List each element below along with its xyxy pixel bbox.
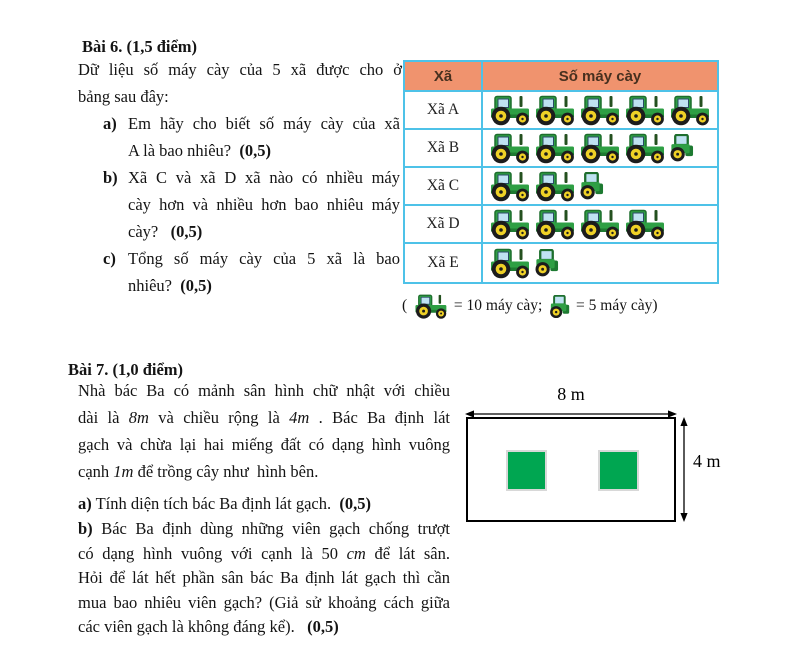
text-line: Tổng số máy cày của 5 xã là bao [128,249,400,268]
tractor-5-icon [546,297,572,314]
text-line: Hỏi để lát hết phần sân bác Ba định lát gạch thì cần [78,568,450,587]
legend-open-paren: ( [402,297,412,315]
table-row [405,168,717,206]
height-label: 4 m [693,451,721,471]
text-line: các viên gạch là không đáng kể). (0,5) [78,617,339,636]
tractor-10-icon [623,95,666,126]
text-line: gạch và chừa lại hai miếng đất có dạng hình vuông [78,435,450,454]
tractor-icons-cell [483,244,717,282]
text-line: cày hơn và nhiều hơn bao nhiêu máy [128,195,400,214]
text-line: Bài 7. (1,0 điểm) [68,360,184,379]
table-header-so-may-cay: Số máy cày [558,67,642,85]
tractor-10-icon [411,297,450,314]
text-line: cày? (0,5) [128,222,203,241]
tractor-10-icon [533,133,576,164]
tractor-10-icon [488,209,531,240]
legend-eq-10: = 10 máy cày; [450,297,547,315]
tractor-10-icon [533,95,576,126]
exercise-6-items [103,110,400,299]
exercise-6-item-a [103,110,400,164]
exercise-6-item-c [103,245,400,299]
exercise-7-item-a [78,491,450,516]
text-line: Xã C và xã D xã nào có nhiều máy [128,168,400,187]
yard-rectangle [466,417,676,522]
text-line: Bài 6. (1,5 điểm) [82,37,198,56]
text-line: a) Tính diện tích bác Ba định lát gạch. (0,5) [78,494,371,513]
text-line: bảng sau đây: [78,87,169,106]
garden-square-1 [506,450,547,491]
text-line: Dữ liệu số máy cày của 5 xã được cho ở [78,60,402,79]
tractor-icons-cell [483,130,717,166]
text-line: b) Bác Ba định dùng những viên gạch chống trượt [78,519,450,538]
tractor-icons-cell [483,92,717,128]
tractor-10-icon [623,209,666,240]
table-body [405,92,717,282]
exercise-7-item-b [78,517,450,640]
tractor-icons-cell [483,206,717,242]
tractor-10-icon [488,133,531,164]
item-b-text [128,164,400,245]
exercise-6-item-b [103,164,400,245]
text-line: mua bao nhiêu viên gạch? (Giả sử khoảng cách giữa [78,592,450,612]
tractor-10-icon [533,209,576,240]
tractor-10-icon [533,171,576,202]
table-row [405,206,717,244]
tractor-10-icon [623,133,666,164]
tractor-10-icon [668,95,711,126]
tractor-10-icon [578,133,621,164]
text-line: dài là 8m và chiều rộng là 4m . Bác Ba định lát [78,408,450,427]
item-marker-c: c) [103,249,116,268]
item-c-text [128,245,400,299]
height-dimension-arrow [679,417,689,522]
tractor-10-icon [488,248,531,279]
item-marker-b: b) [103,168,118,187]
yard-diagram [466,384,736,540]
legend-eq-5: = 5 máy cày) [572,297,658,315]
tractor-10-icon [488,95,531,126]
exercise-7-intro [78,377,450,485]
tractor-10-icon [413,294,448,319]
tractor-icons-cell [483,168,717,204]
text-line: có dạng hình vuông với cạnh là 50 cm để lát sân. [78,543,450,563]
tractor-table [403,60,719,284]
item-marker-a: a) [103,114,117,133]
tractor-5-icon [533,249,559,277]
commune-label: Xã E [405,244,483,282]
commune-label: Xã D [405,206,483,242]
item-a-text [128,110,400,164]
tractor-5-icon [548,295,570,319]
tractor-legend [402,294,658,319]
commune-label: Xã A [405,92,483,128]
table-row [405,92,717,130]
text-line: A là bao nhiêu? (0,5) [128,141,271,160]
garden-square-2 [598,450,639,491]
table-row [405,244,717,282]
commune-label: Xã B [405,130,483,166]
text-line: nhiêu? (0,5) [128,276,212,295]
tractor-10-icon [488,171,531,202]
text-line: Em hãy cho biết số máy cày của xã [128,114,400,133]
text-line: cạnh 1m để trồng cây như hình bên. [78,462,319,481]
table-row [405,130,717,168]
exercise-6-intro [78,56,402,110]
commune-label: Xã C [405,168,483,204]
tractor-10-icon [578,95,621,126]
tractor-10-icon [578,209,621,240]
text-line: Nhà bác Ba có mảnh sân hình chữ nhật với chiều [78,381,450,400]
table-header-row [405,62,717,92]
table-header-xa: Xã [405,62,483,90]
tractor-5-icon [668,134,694,162]
tractor-5-icon [578,172,604,200]
width-label: 8 m [557,384,585,404]
